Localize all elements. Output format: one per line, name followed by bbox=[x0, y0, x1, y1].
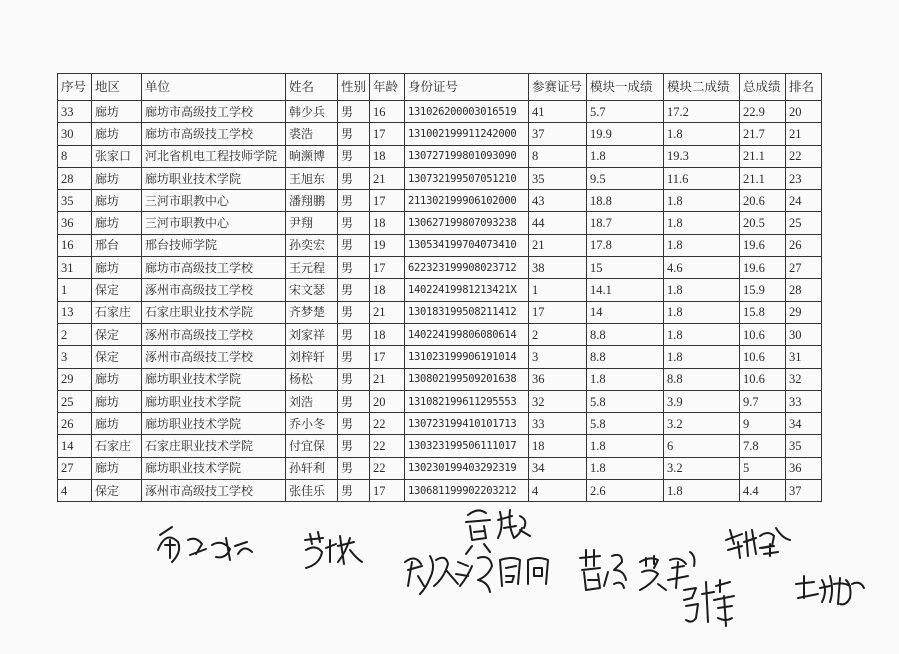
table-cell: 3 bbox=[58, 346, 92, 368]
table-cell: 邢台 bbox=[92, 234, 142, 256]
table-cell: 17 bbox=[370, 190, 405, 212]
table-row bbox=[58, 167, 822, 189]
table-cell: 16 bbox=[58, 234, 92, 256]
table-cell: 211302199906102000 bbox=[405, 190, 529, 212]
table-cell: 4 bbox=[529, 480, 587, 502]
column-header: 模块一成绩 bbox=[587, 74, 664, 101]
table-cell: 8.8 bbox=[664, 368, 740, 390]
table-cell: 35 bbox=[529, 167, 587, 189]
table-cell: 石家庄 bbox=[92, 301, 142, 323]
table-cell: 潘翔鹏 bbox=[286, 190, 338, 212]
table-cell: 38 bbox=[529, 257, 587, 279]
table-cell: 10.6 bbox=[740, 346, 786, 368]
table-cell: 保定 bbox=[92, 279, 142, 301]
table-header-row bbox=[58, 74, 822, 101]
table-cell: 21 bbox=[529, 234, 587, 256]
table-row bbox=[58, 435, 822, 457]
table-cell: 男 bbox=[338, 123, 370, 145]
table-cell: 16 bbox=[370, 101, 405, 123]
table-cell: 廊坊职业技术学院 bbox=[142, 167, 286, 189]
table-cell: 14022419981213421X bbox=[405, 279, 529, 301]
table-cell: 130627199807093238 bbox=[405, 212, 529, 234]
table-cell: 8 bbox=[529, 145, 587, 167]
table-body bbox=[58, 101, 822, 502]
table-cell: 1.8 bbox=[664, 301, 740, 323]
table-cell: 36 bbox=[786, 457, 822, 479]
table-cell: 三河市职教中心 bbox=[142, 212, 286, 234]
signature-1 bbox=[158, 527, 252, 562]
signature-7 bbox=[640, 552, 695, 590]
table-row bbox=[58, 190, 822, 212]
table-cell: 21.7 bbox=[740, 123, 786, 145]
table-cell: 14.1 bbox=[587, 279, 664, 301]
table-cell: 622323199908023712 bbox=[405, 257, 529, 279]
table-cell: 2 bbox=[529, 323, 587, 345]
column-header: 模块二成绩 bbox=[664, 74, 740, 101]
table-cell: 5.8 bbox=[587, 413, 664, 435]
table-cell: 男 bbox=[338, 234, 370, 256]
table-cell: 男 bbox=[338, 323, 370, 345]
table-cell: 7.8 bbox=[740, 435, 786, 457]
table-cell: 18 bbox=[370, 323, 405, 345]
table-cell: 10.6 bbox=[740, 368, 786, 390]
table-cell: 17.8 bbox=[587, 234, 664, 256]
table-cell: 29 bbox=[786, 301, 822, 323]
table-cell: 廊坊 bbox=[92, 413, 142, 435]
table-cell: 18 bbox=[370, 212, 405, 234]
table-cell: 13 bbox=[58, 301, 92, 323]
table-row bbox=[58, 279, 822, 301]
table-cell: 廊坊 bbox=[92, 167, 142, 189]
table-cell: 20.5 bbox=[740, 212, 786, 234]
signature-5 bbox=[456, 557, 548, 592]
table-cell: 18.7 bbox=[587, 212, 664, 234]
signature-4 bbox=[405, 556, 458, 594]
table-cell: 37 bbox=[529, 123, 587, 145]
table-cell: 男 bbox=[338, 435, 370, 457]
table-cell: 廊坊职业技术学院 bbox=[142, 457, 286, 479]
table-cell: 三河市职教中心 bbox=[142, 190, 286, 212]
table-cell: 18 bbox=[370, 145, 405, 167]
signature-area bbox=[0, 500, 899, 650]
table-cell: 43 bbox=[529, 190, 587, 212]
table-cell: 尹翔 bbox=[286, 212, 338, 234]
table-cell: 3 bbox=[529, 346, 587, 368]
table-cell: 15.9 bbox=[740, 279, 786, 301]
table-cell: 1.8 bbox=[587, 435, 664, 457]
table-row bbox=[58, 413, 822, 435]
table-cell: 1.8 bbox=[664, 234, 740, 256]
table-cell: 26 bbox=[786, 234, 822, 256]
table-cell: 河北省机电工程技师学院 bbox=[142, 145, 286, 167]
table-cell: 33 bbox=[786, 390, 822, 412]
table-cell: 廊坊 bbox=[92, 123, 142, 145]
column-header: 参赛证号 bbox=[529, 74, 587, 101]
table-cell: 涿州市高级技工学校 bbox=[142, 480, 286, 502]
table-cell: 男 bbox=[338, 480, 370, 502]
table-cell: 35 bbox=[58, 190, 92, 212]
table-cell: 1.8 bbox=[587, 368, 664, 390]
table-cell: 4.4 bbox=[740, 480, 786, 502]
table-cell: 廊坊 bbox=[92, 212, 142, 234]
table-cell: 130323199506111017 bbox=[405, 435, 529, 457]
table-cell: 130183199508211412 bbox=[405, 301, 529, 323]
table-cell: 130681199902203212 bbox=[405, 480, 529, 502]
table-cell: 男 bbox=[338, 101, 370, 123]
table-cell: 130534199704073410 bbox=[405, 234, 529, 256]
table-cell: 17 bbox=[370, 346, 405, 368]
table-row bbox=[58, 480, 822, 502]
table-cell: 19.6 bbox=[740, 234, 786, 256]
table-cell: 男 bbox=[338, 390, 370, 412]
table-cell: 刘浩 bbox=[286, 390, 338, 412]
table-cell: 130230199403292319 bbox=[405, 457, 529, 479]
table-row bbox=[58, 257, 822, 279]
table-cell: 9.7 bbox=[740, 390, 786, 412]
table-cell: 男 bbox=[338, 212, 370, 234]
table-cell: 22 bbox=[786, 145, 822, 167]
table-cell: 130723199410101713 bbox=[405, 413, 529, 435]
table-cell: 21 bbox=[370, 301, 405, 323]
table-cell: 14 bbox=[58, 435, 92, 457]
table-cell: 杨松 bbox=[286, 368, 338, 390]
table-cell: 21 bbox=[370, 167, 405, 189]
table-cell: 19.3 bbox=[664, 145, 740, 167]
table-cell: 35 bbox=[786, 435, 822, 457]
table-cell: 25 bbox=[58, 390, 92, 412]
table-cell: 130802199509201638 bbox=[405, 368, 529, 390]
table-cell: 131023199906191014 bbox=[405, 346, 529, 368]
table-cell: 41 bbox=[529, 101, 587, 123]
table-cell: 28 bbox=[58, 167, 92, 189]
table-cell: 130732199507051210 bbox=[405, 167, 529, 189]
table-cell: 9.5 bbox=[587, 167, 664, 189]
table-cell: 130727199801093090 bbox=[405, 145, 529, 167]
table-cell: 廊坊市高级技工学校 bbox=[142, 257, 286, 279]
table-cell: 男 bbox=[338, 190, 370, 212]
column-header: 地区 bbox=[92, 74, 142, 101]
column-header: 姓名 bbox=[286, 74, 338, 101]
table-cell: 19 bbox=[370, 234, 405, 256]
table-cell: 5 bbox=[740, 457, 786, 479]
table-row bbox=[58, 368, 822, 390]
table-cell: 8.8 bbox=[587, 346, 664, 368]
table-row bbox=[58, 101, 822, 123]
table-cell: 20 bbox=[370, 390, 405, 412]
signature-10 bbox=[796, 576, 864, 604]
table-cell: 张佳乐 bbox=[286, 480, 338, 502]
table-row bbox=[58, 457, 822, 479]
table-cell: 29 bbox=[58, 368, 92, 390]
table-cell: 24 bbox=[786, 190, 822, 212]
column-header: 排名 bbox=[786, 74, 822, 101]
table-cell: 34 bbox=[529, 457, 587, 479]
table-row bbox=[58, 323, 822, 345]
table-cell: 1.8 bbox=[664, 190, 740, 212]
table-row bbox=[58, 301, 822, 323]
table-cell: 131082199611295553 bbox=[405, 390, 529, 412]
table-cell: 男 bbox=[338, 301, 370, 323]
signature-2 bbox=[305, 532, 362, 568]
table-cell: 男 bbox=[338, 279, 370, 301]
table-row bbox=[58, 390, 822, 412]
table-cell: 11.6 bbox=[664, 167, 740, 189]
table-cell: 齐梦楚 bbox=[286, 301, 338, 323]
table-cell: 男 bbox=[338, 368, 370, 390]
table-cell: 付宜保 bbox=[286, 435, 338, 457]
signature-9 bbox=[684, 580, 734, 626]
table-cell: 32 bbox=[529, 390, 587, 412]
table-cell: 17 bbox=[370, 257, 405, 279]
table-cell: 石家庄职业技术学院 bbox=[142, 435, 286, 457]
table-cell: 36 bbox=[529, 368, 587, 390]
table-cell: 21.1 bbox=[740, 167, 786, 189]
table-cell: 26 bbox=[58, 413, 92, 435]
signature-6 bbox=[580, 550, 626, 590]
table-cell: 22 bbox=[370, 413, 405, 435]
table-cell: 27 bbox=[786, 257, 822, 279]
table-cell: 孙奕宏 bbox=[286, 234, 338, 256]
table-cell: 3.2 bbox=[664, 457, 740, 479]
table-cell: 廊坊 bbox=[92, 368, 142, 390]
table-cell: 廊坊 bbox=[92, 101, 142, 123]
signature-8 bbox=[726, 528, 790, 558]
table-cell: 30 bbox=[58, 123, 92, 145]
table-cell: 廊坊职业技术学院 bbox=[142, 413, 286, 435]
table-cell: 廊坊 bbox=[92, 190, 142, 212]
table-cell: 廊坊职业技术学院 bbox=[142, 390, 286, 412]
table-cell: 保定 bbox=[92, 480, 142, 502]
table-row bbox=[58, 123, 822, 145]
table-cell: 31 bbox=[58, 257, 92, 279]
table-cell: 18 bbox=[529, 435, 587, 457]
table-cell: 22 bbox=[370, 435, 405, 457]
table-cell: 涿州市高级技工学校 bbox=[142, 279, 286, 301]
table-cell: 32 bbox=[786, 368, 822, 390]
table-cell: 1.8 bbox=[664, 480, 740, 502]
table-cell: 1 bbox=[58, 279, 92, 301]
table-cell: 廊坊市高级技工学校 bbox=[142, 123, 286, 145]
table-cell: 3.9 bbox=[664, 390, 740, 412]
table-cell: 2 bbox=[58, 323, 92, 345]
table-cell: 18 bbox=[370, 279, 405, 301]
table-cell: 31 bbox=[786, 346, 822, 368]
table-cell: 17.2 bbox=[664, 101, 740, 123]
table-cell: 王旭东 bbox=[286, 167, 338, 189]
table-cell: 21.1 bbox=[740, 145, 786, 167]
table-cell: 6 bbox=[664, 435, 740, 457]
table-cell: 44 bbox=[529, 212, 587, 234]
table-cell: 裘浩 bbox=[286, 123, 338, 145]
table-cell: 1 bbox=[529, 279, 587, 301]
table-cell: 1.8 bbox=[664, 123, 740, 145]
table-row bbox=[58, 212, 822, 234]
table-cell: 2.6 bbox=[587, 480, 664, 502]
table-cell: 涿州市高级技工学校 bbox=[142, 323, 286, 345]
table-cell: 刘梓轩 bbox=[286, 346, 338, 368]
table-cell: 邢台技师学院 bbox=[142, 234, 286, 256]
signature-3 bbox=[466, 510, 530, 554]
table-cell: 男 bbox=[338, 457, 370, 479]
table-cell: 晌濒博 bbox=[286, 145, 338, 167]
column-header: 总成绩 bbox=[740, 74, 786, 101]
column-header: 年龄 bbox=[370, 74, 405, 101]
table-cell: 5.8 bbox=[587, 390, 664, 412]
table-cell: 廊坊 bbox=[92, 257, 142, 279]
table-cell: 保定 bbox=[92, 323, 142, 345]
table-cell: 男 bbox=[338, 167, 370, 189]
table-cell: 17 bbox=[529, 301, 587, 323]
table-cell: 140224199806080614 bbox=[405, 323, 529, 345]
table-cell: 15 bbox=[587, 257, 664, 279]
table-cell: 19.6 bbox=[740, 257, 786, 279]
table-cell: 石家庄职业技术学院 bbox=[142, 301, 286, 323]
table-cell: 石家庄 bbox=[92, 435, 142, 457]
table-cell: 1.8 bbox=[664, 323, 740, 345]
table-cell: 14 bbox=[587, 301, 664, 323]
table-cell: 9 bbox=[740, 413, 786, 435]
table-cell: 19.9 bbox=[587, 123, 664, 145]
table-cell: 15.8 bbox=[740, 301, 786, 323]
table-cell: 20 bbox=[786, 101, 822, 123]
table-cell: 37 bbox=[786, 480, 822, 502]
table-cell: 乔小冬 bbox=[286, 413, 338, 435]
table-cell: 33 bbox=[58, 101, 92, 123]
table-cell: 28 bbox=[786, 279, 822, 301]
table-cell: 男 bbox=[338, 145, 370, 167]
table-cell: 刘家祥 bbox=[286, 323, 338, 345]
table-cell: 王元程 bbox=[286, 257, 338, 279]
table-cell: 孙轩利 bbox=[286, 457, 338, 479]
column-header: 身份证号 bbox=[405, 74, 529, 101]
results-table bbox=[57, 73, 822, 502]
table-cell: 男 bbox=[338, 346, 370, 368]
table-cell: 17 bbox=[370, 480, 405, 502]
table-cell: 保定 bbox=[92, 346, 142, 368]
table-cell: 宋文瑟 bbox=[286, 279, 338, 301]
table-row bbox=[58, 234, 822, 256]
table-cell: 廊坊 bbox=[92, 390, 142, 412]
table-cell: 涿州市高级技工学校 bbox=[142, 346, 286, 368]
table-cell: 男 bbox=[338, 257, 370, 279]
table-cell: 廊坊 bbox=[92, 457, 142, 479]
table-cell: 廊坊职业技术学院 bbox=[142, 368, 286, 390]
table-cell: 1.8 bbox=[587, 145, 664, 167]
table-cell: 131026200003016519 bbox=[405, 101, 529, 123]
column-header: 单位 bbox=[142, 74, 286, 101]
table-cell: 8 bbox=[58, 145, 92, 167]
table-cell: 21 bbox=[786, 123, 822, 145]
table-cell: 131002199911242000 bbox=[405, 123, 529, 145]
table-cell: 4.6 bbox=[664, 257, 740, 279]
table-cell: 17 bbox=[370, 123, 405, 145]
column-header: 性别 bbox=[338, 74, 370, 101]
table-cell: 10.6 bbox=[740, 323, 786, 345]
table-cell: 33 bbox=[529, 413, 587, 435]
table-cell: 18.8 bbox=[587, 190, 664, 212]
table-row bbox=[58, 145, 822, 167]
table-cell: 30 bbox=[786, 323, 822, 345]
table-cell: 男 bbox=[338, 413, 370, 435]
table-cell: 1.8 bbox=[664, 346, 740, 368]
table-cell: 25 bbox=[786, 212, 822, 234]
table-cell: 1.8 bbox=[587, 457, 664, 479]
table-cell: 27 bbox=[58, 457, 92, 479]
table-cell: 5.7 bbox=[587, 101, 664, 123]
table-cell: 36 bbox=[58, 212, 92, 234]
table-row bbox=[58, 346, 822, 368]
table-cell: 4 bbox=[58, 480, 92, 502]
column-header: 序号 bbox=[58, 74, 92, 101]
table-cell: 8.8 bbox=[587, 323, 664, 345]
table-cell: 3.2 bbox=[664, 413, 740, 435]
handwritten-signatures bbox=[0, 500, 899, 650]
table-cell: 廊坊市高级技工学校 bbox=[142, 101, 286, 123]
table-cell: 22 bbox=[370, 457, 405, 479]
table-cell: 1.8 bbox=[664, 212, 740, 234]
table-cell: 22.9 bbox=[740, 101, 786, 123]
table-cell: 23 bbox=[786, 167, 822, 189]
table-cell: 34 bbox=[786, 413, 822, 435]
table-cell: 张家口 bbox=[92, 145, 142, 167]
table-cell: 21 bbox=[370, 368, 405, 390]
table-cell: 韩少兵 bbox=[286, 101, 338, 123]
table-cell: 20.6 bbox=[740, 190, 786, 212]
table-cell: 1.8 bbox=[664, 279, 740, 301]
